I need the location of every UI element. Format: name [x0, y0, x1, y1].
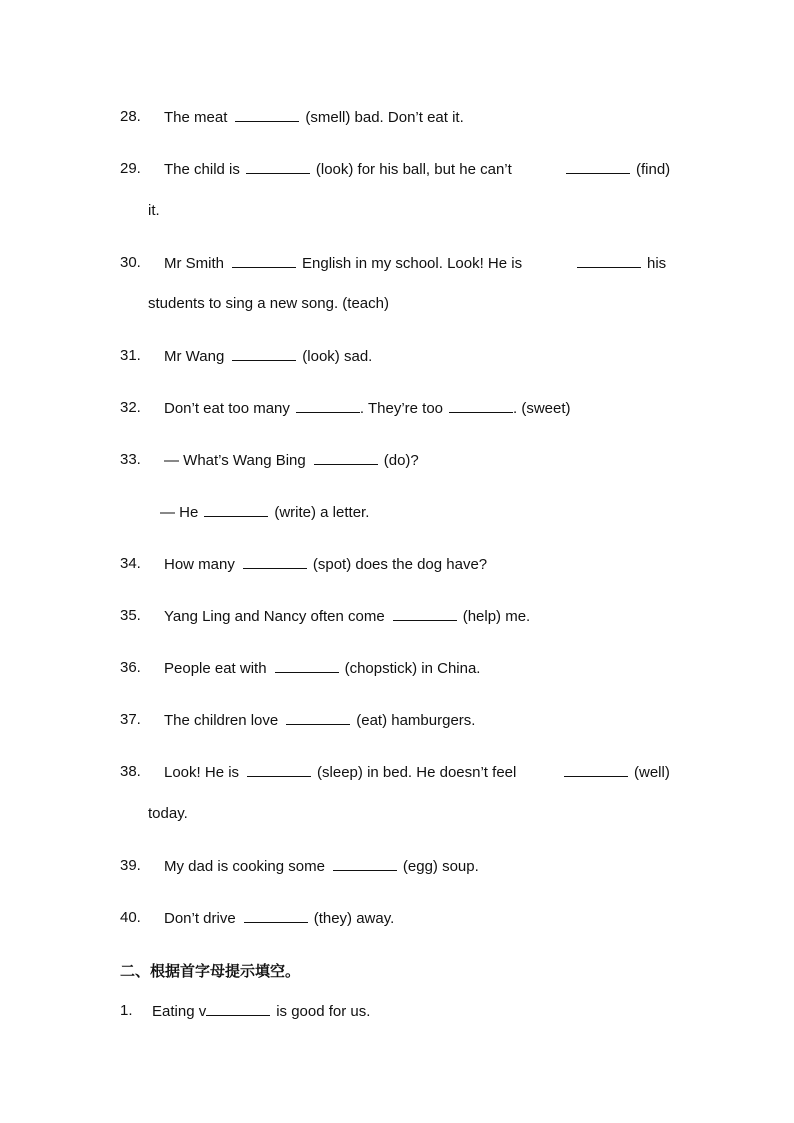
question-text: My dad is cooking some (egg) soup.: [164, 858, 479, 875]
question-text: The children love (eat) hamburgers.: [164, 712, 476, 729]
question-text-end: (well): [564, 762, 670, 783]
question-number: 37.: [120, 711, 141, 728]
question-number: 34.: [120, 555, 141, 572]
answer-blank[interactable]: [206, 1001, 270, 1016]
question-text: students to sing a new song. (teach): [148, 295, 389, 312]
answer-blank[interactable]: [449, 398, 513, 413]
answer-blank[interactable]: [275, 658, 339, 673]
question-text-end: (find): [566, 159, 670, 180]
question-text: Mr Wang (look) sad.: [164, 348, 373, 365]
answer-blank[interactable]: [566, 159, 630, 174]
question-text: — What’s Wang Bing (do)?: [164, 452, 419, 469]
question-text: How many (spot) does the dog have?: [164, 556, 488, 573]
question-text: Don’t eat too many . They’re too . (sweet): [164, 400, 571, 417]
question-number: 39.: [120, 857, 141, 874]
answer-blank[interactable]: [577, 253, 641, 268]
answer-blank[interactable]: [232, 253, 296, 268]
question-text: Yang Ling and Nancy often come (help) me.: [164, 608, 531, 625]
answer-blank[interactable]: [286, 710, 350, 725]
question-number: 40.: [120, 909, 141, 926]
question-number: 29.: [120, 160, 141, 177]
question-number: 33.: [120, 451, 141, 468]
question-text: Eating v is good for us.: [152, 1003, 371, 1020]
question-text: People eat with (chopstick) in China.: [164, 660, 481, 677]
answer-blank[interactable]: [246, 159, 310, 174]
question-text: Don’t drive (they) away.: [164, 910, 395, 927]
question-number: 1.: [120, 1002, 133, 1019]
answer-blank[interactable]: [244, 908, 308, 923]
section-heading: 二、根据首字母提示填空。: [120, 962, 301, 980]
question-text: — He (write) a letter.: [160, 504, 370, 521]
answer-blank[interactable]: [235, 107, 299, 122]
answer-blank[interactable]: [314, 450, 378, 465]
question-text: today.: [148, 805, 188, 822]
question-text: The child is (look) for his ball, but he can’t: [164, 161, 512, 178]
question-number: 30.: [120, 254, 141, 271]
question-text: it.: [148, 202, 160, 219]
question-number: 35.: [120, 607, 141, 624]
question-number: 28.: [120, 108, 141, 125]
answer-blank[interactable]: [243, 554, 307, 569]
answer-blank[interactable]: [296, 398, 360, 413]
question-number: 36.: [120, 659, 141, 676]
question-text: The meat (smell) bad. Don’t eat it.: [164, 109, 464, 126]
question-number: 32.: [120, 399, 141, 416]
question-number: 31.: [120, 347, 141, 364]
answer-blank[interactable]: [204, 502, 268, 517]
answer-blank[interactable]: [393, 606, 457, 621]
question-number: 38.: [120, 763, 141, 780]
question-text-end: his: [577, 253, 666, 274]
answer-blank[interactable]: [564, 762, 628, 777]
question-text: Look! He is (sleep) in bed. He doesn’t feel: [164, 764, 517, 781]
answer-blank[interactable]: [247, 762, 311, 777]
question-text: Mr Smith English in my school. Look! He is: [164, 255, 523, 272]
answer-blank[interactable]: [232, 346, 296, 361]
answer-blank[interactable]: [333, 856, 397, 871]
